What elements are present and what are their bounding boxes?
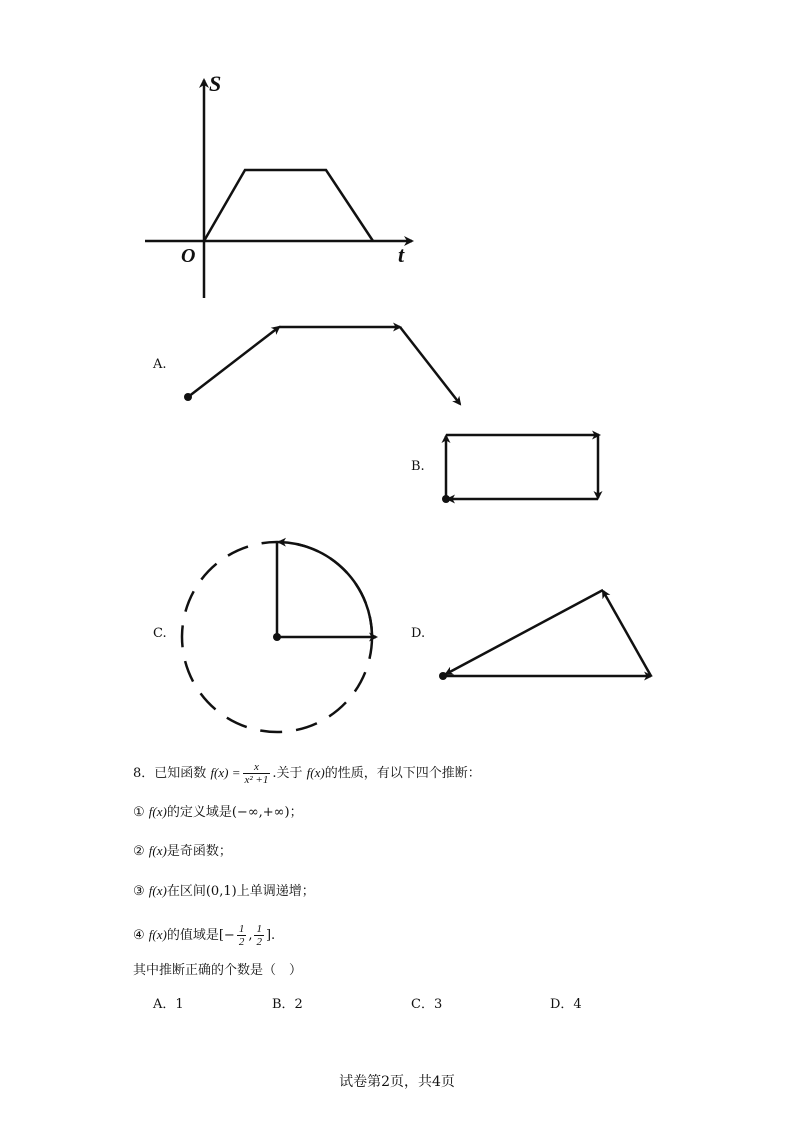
statement-3 (133, 883, 315, 900)
question-number: 8． (133, 766, 155, 781)
statement-func: f(x) (148, 883, 167, 898)
statement-text: 的值域是 (166, 928, 219, 943)
choice-b[interactable]: B．2 (272, 997, 303, 1012)
stem-end: 的性质，有以下四个推断： (324, 766, 481, 781)
figure-d (439, 590, 651, 680)
statement-func: f(x) (148, 804, 167, 819)
range-open: [− (218, 928, 235, 943)
range-comma: , (248, 928, 253, 943)
statement-func: f(x) (148, 843, 167, 858)
statement-text: 是奇函数； (166, 844, 232, 859)
fraction-denominator: 2 (238, 936, 245, 948)
fraction-numerator: 1 (238, 923, 245, 935)
stem-intro: 已知函数 (154, 766, 207, 781)
range-close: ] (265, 928, 272, 943)
trapezoid-curve (204, 170, 373, 241)
choice-c[interactable]: C．3 (411, 997, 443, 1012)
statement-mark: ① (133, 805, 145, 820)
statement-2 (133, 843, 232, 860)
arc-arrow (279, 542, 372, 637)
figure-b (442, 435, 599, 503)
statement-mark: ④ (133, 928, 145, 943)
statement-mark: ② (133, 844, 145, 859)
question-8-stem (133, 758, 481, 789)
fraction-denominator: 2 (256, 936, 262, 948)
stem-about: .关于 (272, 766, 303, 781)
figure-c (182, 541, 376, 732)
statement-text: 在区间 (166, 884, 206, 899)
statement-mark: ③ (133, 884, 145, 899)
question-prompt: 其中推断正确的个数是（ ） (133, 963, 303, 978)
option-d-label: D. (411, 626, 426, 641)
statement-func: f(x) (148, 927, 167, 942)
statement-text: 的定义域是 (166, 805, 232, 820)
figure-a (184, 327, 460, 404)
option-c-label: C. (153, 626, 167, 641)
fraction-denominator: x² +1 (244, 774, 269, 786)
statement-tail: ； (289, 805, 303, 820)
statement-1 (133, 804, 303, 821)
range-fraction-2 (254, 923, 264, 948)
statement-math: (−∞,+∞) (231, 805, 290, 820)
axis-label-s: S (209, 71, 222, 96)
statement-4 (133, 920, 275, 951)
origin-label: O (181, 245, 196, 267)
statement-tail: . (271, 928, 276, 943)
range-fraction-1 (237, 923, 247, 948)
option-a-label: A. (153, 357, 167, 372)
statement-math: (0,1) (205, 884, 237, 899)
statement-tail: 上单调递增； (236, 884, 315, 899)
choice-d[interactable]: D．4 (550, 997, 582, 1012)
function-ref: f(x) (306, 765, 325, 780)
function-fraction (243, 761, 271, 786)
fraction-numerator: 1 (256, 923, 262, 935)
fraction-numerator: x (243, 761, 271, 774)
option-b-label: B. (411, 459, 425, 474)
axis-label-t: t (398, 242, 405, 267)
function-lhs: f(x) = (210, 765, 241, 780)
choice-a[interactable]: A．1 (153, 997, 184, 1012)
page-footer: 试卷第2页，共4页 (339, 1074, 455, 1090)
